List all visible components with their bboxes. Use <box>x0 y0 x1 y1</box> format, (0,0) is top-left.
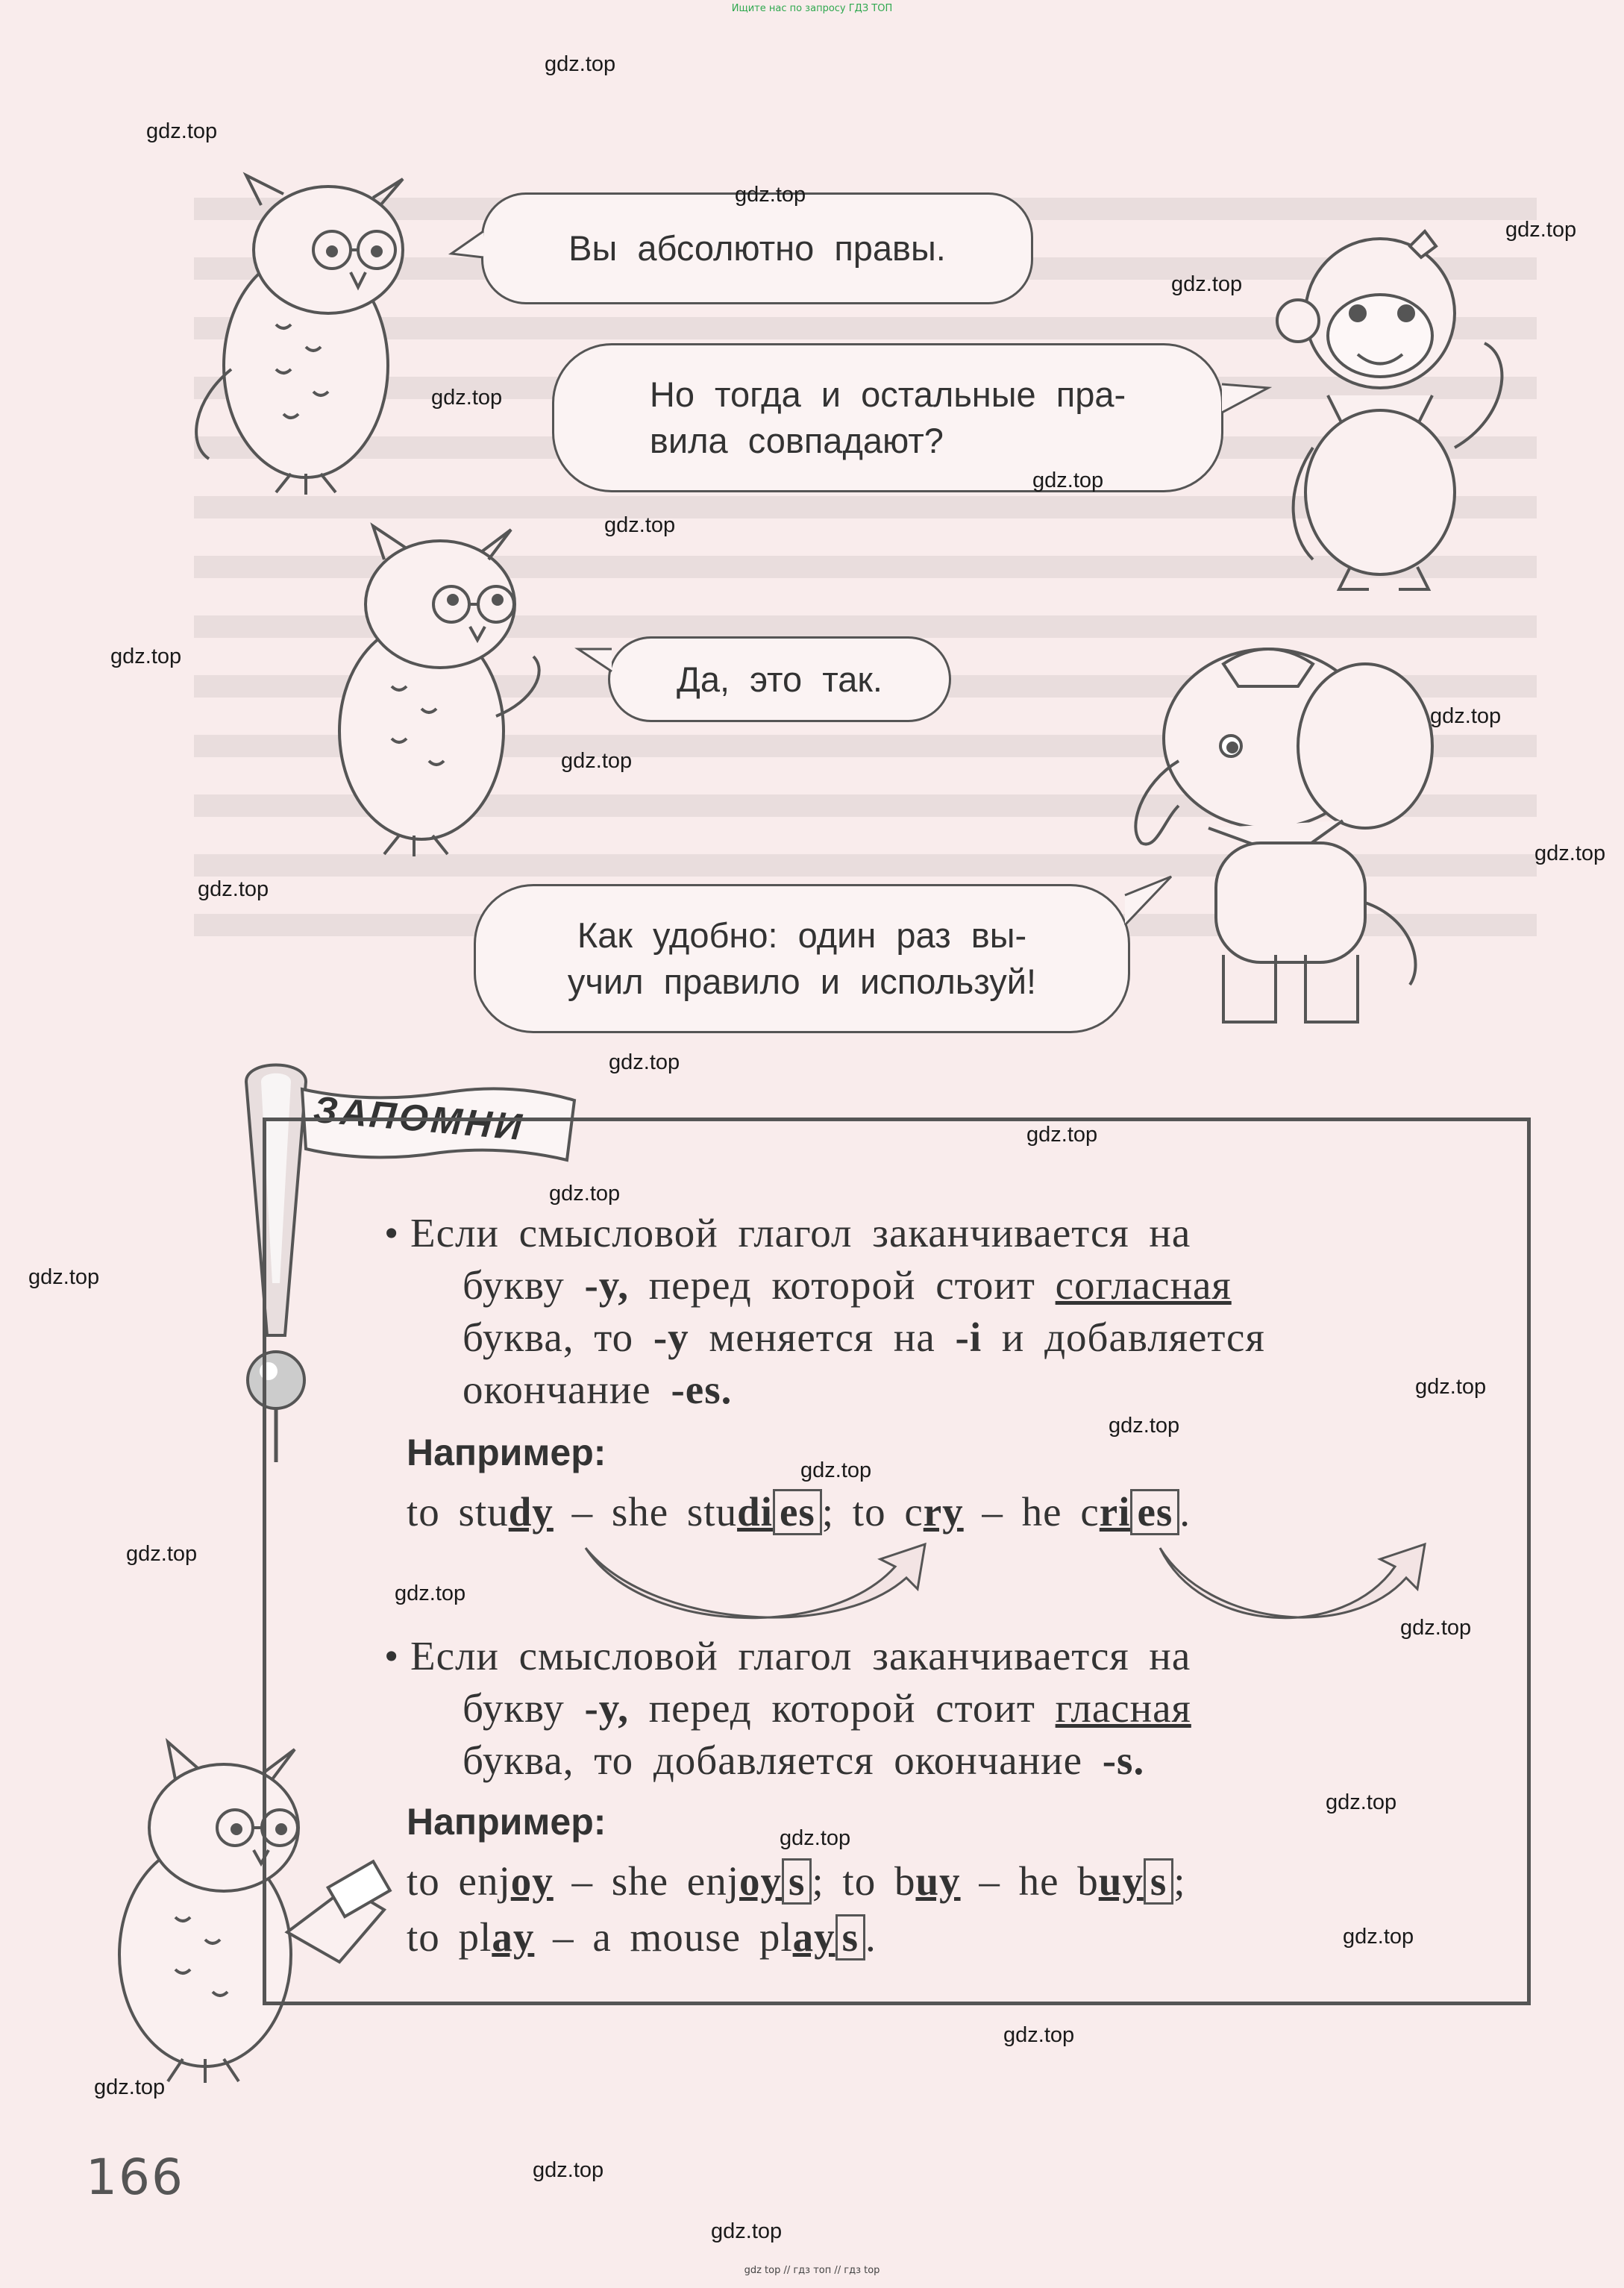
watermark: gdz.top <box>1534 841 1606 865</box>
rule-2-example-1 <box>407 1855 1186 1908</box>
elephant-illustration <box>1097 634 1455 1037</box>
page-number: 166 <box>86 2148 184 2206</box>
example-ending-box: s <box>1144 1858 1173 1905</box>
footer-note: gdz top // гдз топ // гдз top <box>744 2265 880 2276</box>
example-word: – a mouse pl <box>553 1914 793 1960</box>
speech-bubble-1 <box>481 192 1033 304</box>
monkey-illustration <box>1268 224 1514 597</box>
watermark: gdz.top <box>549 1182 621 1206</box>
curved-arrow-icon-2 <box>1156 1537 1440 1634</box>
rule-1-text: окончание <box>463 1367 651 1412</box>
rule-2-line-2 <box>463 1682 1191 1734</box>
example-underline: ay <box>492 1914 535 1960</box>
rule-2-example-heading: Например: <box>407 1801 606 1843</box>
watermark: gdz.top <box>533 2158 604 2182</box>
example-underline: ay <box>792 1914 835 1960</box>
watermark: gdz.top <box>395 1582 466 1605</box>
rule-1-ending: -es. <box>671 1367 733 1412</box>
watermark: gdz.top <box>1505 218 1577 242</box>
example-word: to stu <box>407 1489 509 1535</box>
watermark: gdz.top <box>1326 1790 1397 1814</box>
rule-1-line-1 <box>384 1207 1191 1259</box>
example-word: – he b <box>979 1858 1099 1904</box>
watermark: gdz.top <box>431 386 503 410</box>
example-word: to enj <box>407 1858 511 1904</box>
watermark: gdz.top <box>1415 1375 1487 1399</box>
watermark: gdz.top <box>735 183 806 207</box>
speech-bubble-4 <box>474 884 1130 1033</box>
rule-1-text: меняется на <box>709 1314 935 1360</box>
example-word: . <box>865 1914 877 1960</box>
watermark: gdz.top <box>711 2219 783 2243</box>
rule-2-line-1 <box>384 1630 1191 1682</box>
rule-2-text: перед которой стоит <box>648 1685 1035 1731</box>
rule-1-line-4 <box>463 1364 732 1416</box>
rule-1-consonant: согласная <box>1055 1262 1232 1308</box>
watermark: gdz.top <box>800 1458 872 1482</box>
rule-2-ending: -s. <box>1102 1737 1145 1783</box>
curved-arrow-icon-1 <box>582 1537 940 1634</box>
example-word: to pl <box>407 1914 492 1960</box>
watermark: gdz.top <box>1430 704 1502 728</box>
example-word: ; to b <box>812 1858 916 1904</box>
rule-1-text: буква, то <box>463 1314 634 1360</box>
rule-1-text: перед которой стоит <box>648 1262 1035 1308</box>
example-word: . <box>1179 1489 1191 1535</box>
bubble-4-line-2: учил правило и используй! <box>567 962 1037 1001</box>
rule-1-line-2 <box>463 1259 1232 1311</box>
banner-label: ЗАПОМНИ <box>312 1088 527 1149</box>
watermark: gdz.top <box>1032 468 1104 492</box>
bubble-3-tail <box>574 638 619 683</box>
example-underline: uy <box>1098 1858 1144 1904</box>
rule-1-ending: -i <box>955 1314 982 1360</box>
watermark: gdz.top <box>545 52 616 76</box>
example-underline: ry <box>923 1489 964 1535</box>
watermark: gdz.top <box>28 1265 100 1289</box>
rule-2-line-1-text: Если смысловой глагол заканчивается на <box>410 1633 1191 1679</box>
rule-2-example-2 <box>407 1911 877 1963</box>
example-ending-box: es <box>773 1489 822 1535</box>
rule-1-text: и добавляется <box>1001 1314 1265 1360</box>
speech-bubble-3 <box>608 636 951 722</box>
speech-bubble-2 <box>552 343 1223 492</box>
owl-illustration-top <box>179 175 433 496</box>
rule-1-ending: -y, <box>584 1262 629 1308</box>
watermark: gdz.top <box>561 749 633 773</box>
watermark: gdz.top <box>126 1542 198 1566</box>
watermark: gdz.top <box>94 2075 166 2099</box>
bubble-1-tail <box>448 224 492 269</box>
example-ending-box: es <box>1130 1489 1179 1535</box>
rule-1-line-1-text: Если смысловой глагол заканчивается на <box>410 1210 1191 1256</box>
watermark: gdz.top <box>1026 1123 1098 1147</box>
watermark: gdz.top <box>1171 272 1243 296</box>
example-ending-box: s <box>835 1914 865 1961</box>
rule-2-text: буква, то добавляется окончание <box>463 1737 1082 1783</box>
bubble-2-line-2: вила совпадают? <box>649 421 944 460</box>
example-underline: ri <box>1099 1489 1131 1535</box>
example-word: – he c <box>982 1489 1100 1535</box>
example-underline: di <box>737 1489 773 1535</box>
bubble-4-tail <box>1119 873 1179 933</box>
rule-1-line-3 <box>463 1311 1265 1364</box>
rule-1-example <box>407 1486 1191 1538</box>
rule-2-vowel: гласная <box>1055 1685 1191 1731</box>
watermark: gdz.top <box>604 513 676 537</box>
rule-1-ending: -y <box>653 1314 689 1360</box>
rule-1-example-heading: Например: <box>407 1432 606 1473</box>
example-underline: uy <box>915 1858 961 1904</box>
example-word: ; to c <box>821 1489 924 1535</box>
rule-2-text: букву <box>463 1685 565 1731</box>
watermark: gdz.top <box>609 1050 680 1074</box>
example-word: – she stu <box>571 1489 738 1535</box>
watermark: gdz.top <box>1400 1616 1472 1640</box>
bubble-2-tail <box>1216 377 1276 421</box>
bullet-icon: • <box>384 1210 400 1256</box>
example-underline: dy <box>508 1489 554 1535</box>
bullet-icon: • <box>384 1633 400 1679</box>
watermark: gdz.top <box>1109 1414 1180 1438</box>
watermark: gdz.top <box>1003 2023 1075 2047</box>
example-ending-box: s <box>782 1858 812 1905</box>
rule-2-line-3 <box>463 1734 1144 1787</box>
watermark: gdz.top <box>146 119 218 143</box>
bubble-1-text: Вы абсолютно правы. <box>568 228 946 269</box>
example-word: ; <box>1173 1858 1186 1904</box>
header-note: Ищите нас по запросу ГДЗ ТОП <box>731 3 893 14</box>
rule-2-ending: -y, <box>584 1685 629 1731</box>
watermark: gdz.top <box>780 1826 851 1850</box>
bubble-2-line-1: Но тогда и остальные пра- <box>649 374 1126 414</box>
watermark: gdz.top <box>1343 1925 1414 1949</box>
example-underline: oy <box>510 1858 554 1904</box>
owl-illustration-middle <box>310 522 556 858</box>
watermark: gdz.top <box>198 877 269 901</box>
rule-1-word: букву <box>463 1262 565 1308</box>
example-underline: oy <box>739 1858 782 1904</box>
example-word: – she enj <box>571 1858 739 1904</box>
bubble-4-line-1: Как удобно: один раз вы- <box>577 915 1027 955</box>
bubble-3-text: Да, это так. <box>677 659 882 699</box>
watermark: gdz.top <box>110 645 182 668</box>
